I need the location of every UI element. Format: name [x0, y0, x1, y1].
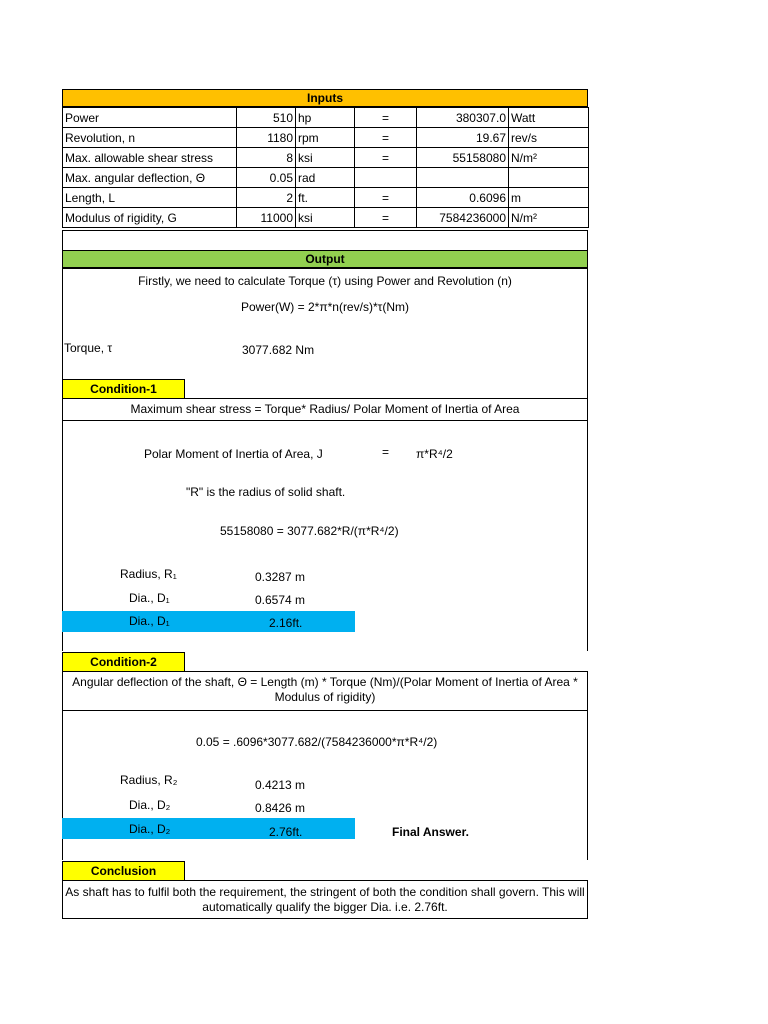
input-converted-unit: N/m²: [509, 148, 589, 168]
condition2-equation: 0.05 = .6096*3077.682/(7584236000*π*R⁴/2): [196, 735, 438, 749]
input-unit: ksi: [296, 148, 355, 168]
input-converted-value: 55158080: [417, 148, 509, 168]
input-equals: =: [355, 188, 417, 208]
dia1-unit: m: [295, 593, 306, 607]
input-converted-unit: rev/s: [509, 128, 589, 148]
conclusion-text: As shaft has to fulfil both the requirement, the stringent of both the condition shall govern. This will automatically qualify the bigger Dia. i.e. 2.76ft.: [65, 885, 585, 914]
dia2-value: [255, 801, 305, 815]
blank-row: [62, 230, 588, 251]
inputs-row: [63, 148, 589, 168]
condition1-equation: 55158080 = 3077.682*R/(π*R⁴/2): [220, 524, 399, 538]
inputs-row: [63, 168, 589, 188]
polar-eq: =: [382, 445, 390, 459]
input-label: Power: [63, 108, 237, 128]
radius1-unit: m: [295, 570, 306, 584]
dia2-unit: m: [295, 801, 306, 815]
input-label: Max. angular deflection, Θ: [63, 168, 237, 188]
input-converted-unit: N/m²: [509, 208, 589, 228]
torque-unit: Nm: [295, 343, 315, 357]
inputs-row: [63, 128, 589, 148]
input-value: 11000: [237, 208, 296, 228]
condition2-label: Condition-2: [62, 652, 185, 672]
input-label: Modulus of rigidity, G: [63, 208, 237, 228]
input-label: Length, L: [63, 188, 237, 208]
radius2-label: Radius, R₂: [120, 773, 178, 787]
radius-note: "R" is the radius of solid shaft.: [186, 485, 346, 499]
input-converted-unit: m: [509, 188, 589, 208]
radius1-label: Radius, R₁: [120, 567, 177, 581]
input-converted-value: 380307.0: [417, 108, 509, 128]
inputs-row: [63, 188, 589, 208]
inputs-header: Inputs: [62, 89, 588, 107]
input-converted-unit: [509, 168, 589, 188]
input-equals: =: [355, 108, 417, 128]
dia1-ft-number: 2.16: [269, 616, 293, 630]
polar-formula: π*R⁴/2: [416, 447, 453, 461]
input-value: 2: [237, 188, 296, 208]
input-value: 510: [237, 108, 296, 128]
input-converted-unit: Watt: [509, 108, 589, 128]
input-equals: =: [355, 148, 417, 168]
dia2-label: Dia., D₂: [129, 798, 171, 812]
output-intro: Firstly, we need to calculate Torque (τ) using Power and Revolution (n): [138, 274, 512, 288]
inputs-row: [63, 108, 589, 128]
radius2-number: 0.4213: [255, 778, 292, 792]
dia2-number: 0.8426: [255, 801, 292, 815]
condition2-statement: Angular deflection of the shaft, Θ = Length (m) * Torque (Nm)/(Polar Moment of Inertia of Area * Modulus of rigidity): [72, 675, 578, 704]
radius2-unit: m: [295, 778, 306, 792]
dia2-ft-number: 2.76: [269, 825, 293, 839]
dia2-ft-value: [269, 825, 302, 839]
polar-label: Polar Moment of Inertia of Area, J: [144, 447, 323, 461]
condition1-label: Condition-1: [62, 379, 185, 399]
inputs-table: [62, 107, 589, 228]
dia1-label: Dia., D₁: [129, 591, 170, 605]
dia1-ft-value: [269, 616, 302, 630]
dia1-ft-highlight: [62, 611, 355, 632]
input-equals: [355, 168, 417, 188]
input-value: 1180: [237, 128, 296, 148]
input-converted-value: 0.6096: [417, 188, 509, 208]
input-label: Revolution, n: [63, 128, 237, 148]
dia1-ft-label: Dia., D₁: [129, 614, 170, 628]
input-unit: rad: [296, 168, 355, 188]
input-converted-value: [417, 168, 509, 188]
inputs-row: [63, 208, 589, 228]
power-formula: Power(W) = 2*π*n(rev/s)*τ(Nm): [240, 300, 410, 314]
input-value: 0.05: [237, 168, 296, 188]
torque-number: 3077.682: [242, 343, 293, 357]
input-unit: ksi: [296, 208, 355, 228]
dia1-value: [255, 593, 305, 607]
torque-value: [242, 343, 314, 357]
input-value: 8: [237, 148, 296, 168]
radius2-value: [255, 778, 305, 792]
final-answer: Final Answer.: [392, 825, 469, 839]
condition1-statement: Maximum shear stress = Torque* Radius/ Polar Moment of Inertia of Area: [130, 402, 520, 416]
input-equals: =: [355, 128, 417, 148]
dia2-ft-label: Dia., D₂: [129, 822, 171, 836]
input-unit: rpm: [296, 128, 355, 148]
torque-label: Torque, τ: [64, 341, 113, 355]
input-unit: hp: [296, 108, 355, 128]
dia1-number: 0.6574: [255, 593, 292, 607]
input-equals: =: [355, 208, 417, 228]
dia1-ft-unit: ft.: [292, 616, 303, 630]
dia2-ft-unit: ft.: [292, 825, 303, 839]
output-header: Output: [62, 250, 588, 268]
input-converted-value: 7584236000: [417, 208, 509, 228]
radius1-number: 0.3287: [255, 570, 292, 584]
dia2-ft-highlight: [62, 818, 355, 839]
input-label: Max. allowable shear stress: [63, 148, 237, 168]
conclusion-label: Conclusion: [62, 861, 185, 881]
input-converted-value: 19.67: [417, 128, 509, 148]
radius1-value: [255, 570, 305, 584]
input-unit: ft.: [296, 188, 355, 208]
